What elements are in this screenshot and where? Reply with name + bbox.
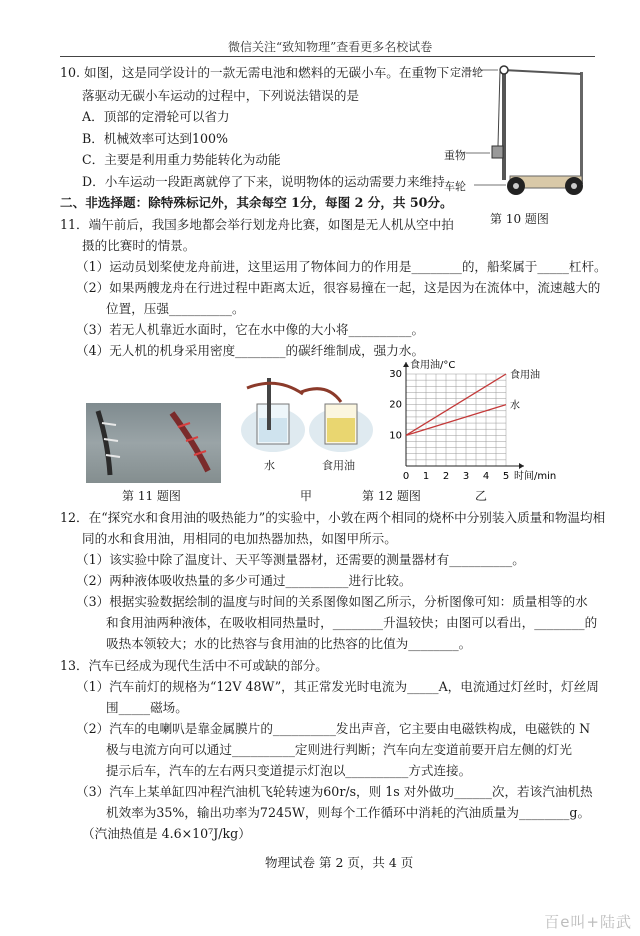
q11-item-4: （4）无人机的机身采用密度________的碳纤维制成，强力水。 [76, 343, 425, 358]
q12-item-3: （3）根据实验数据绘制的温度与时间的关系图像如图乙所示，分析图像可知：质量相等的水 [76, 594, 588, 609]
q12-figure-caption: 第 12 题图 [362, 489, 421, 503]
q12-item-2: （2）两种液体吸收热量的多少可通过__________进行比较。 [76, 573, 412, 588]
watermark: 百e叫+陆武 [544, 913, 632, 931]
q13-fuel-note: （汽油热值是 4.6×10⁷J/kg） [82, 826, 251, 841]
q11-line-2: 摄的比赛时的情景。 [82, 238, 196, 253]
q13-item-2-cont-2: 提示后车，汽车的左右两只变道提示灯泡以__________方式连接。 [106, 763, 472, 778]
q13-item-3: （3）汽车上某单缸四冲程汽油机飞轮转速为60r/s，则 1s 对外做功______次，若该汽油机热 [76, 784, 593, 799]
q11-item-1: （1）运动员划桨使龙舟前进，这里运用了物体间力的作用是________的，船桨属于_____杠杆。 [76, 259, 607, 274]
y-axis-label: 食用油/°C [410, 360, 456, 371]
y-tick-label: 20 [389, 399, 402, 411]
oil-beaker-label: 食用油 [322, 459, 355, 472]
q12-item-3-cont-2: 吸热本领较大；水的比热容与食用油的比热容的比值为________。 [106, 636, 472, 651]
x-tick-label: 5 [502, 471, 510, 482]
q11-item-3: （3）若无人机靠近水面时，它在水中像的大小将__________。 [76, 322, 425, 337]
q10-option-b: B．机械效率可达到100% [82, 131, 229, 146]
q13-item-1-cont: 围_____磁场。 [106, 700, 188, 715]
q12-item-3-cont-1: 和食用油两种液体，在吸收相同热量时，________升温较快；由图可以看出，________的 [106, 615, 598, 630]
section-2-heading: 二、非选择题：除特殊标记外，其余每空 1分，每图 2 分，共 50分。 [60, 195, 453, 210]
x-tick-label: 4 [482, 471, 490, 482]
q12-item-1: （1）该实验中除了温度计、天平等测量器材，还需要的测量器材有__________。 [76, 552, 525, 567]
q12-line-1: 12．在“探究水和食用油的吸热能力”的实验中，小敦在两个相同的烧杯中分别装入质量和物温均相 [60, 510, 606, 525]
q11-figure-caption: 第 11 题图 [122, 489, 181, 503]
q11-item-2: （2）如果两艘龙舟在行进过程中距离太近，很容易撞在一起，这是因为在流体中，流速越大的 [76, 280, 601, 295]
x-tick-label: 2 [442, 471, 450, 482]
series-label-oil: 食用油 [510, 370, 540, 381]
y-tick-label: 10 [389, 430, 402, 442]
fig12-yi-label: 乙 [475, 489, 488, 503]
x-tick-label: 3 [462, 471, 470, 482]
weight-icon [492, 146, 503, 158]
q13-item-3-cont: 机效率为35%，输出功率为7245W，则每个工作循环中消耗的汽油质量为________g。 [106, 805, 591, 820]
q10-option-a: A．顶部的定滑轮可以省力 [82, 109, 230, 124]
dragon-boat-photo [86, 403, 221, 483]
q13-line-1: 13．汽车已经成为现代生活中不可或缺的部分。 [60, 658, 328, 673]
x-tick-label: 0 [402, 471, 410, 482]
temperature-time-chart [384, 350, 564, 482]
label-weight: 重物 [444, 149, 466, 162]
q10-figure-caption: 第 10 题图 [490, 212, 549, 226]
page-header: 微信关注“致知物理”查看更多名校试卷 [228, 40, 433, 54]
q13-item-2: （2）汽车的电喇叭是靠金属膜片的__________发出声音，它主要由电磁铁构成，电磁铁的 N [76, 721, 591, 736]
q11-line-1: 11．端午前后，我国多地都会举行划龙舟比赛，如图是无人机从空中拍 [60, 217, 454, 232]
series-label-water: 水 [510, 400, 520, 412]
x-tick-label: 1 [422, 471, 430, 482]
q10-option-d: D．小车运动一段距离就停了下来，说明物体的运动需要力来维持 [82, 174, 445, 189]
q13-item-1: （1）汽车前灯的规格为“12V 48W”，其正常发光时电流为_____A，电流通过灯丝时，灯丝周 [76, 679, 599, 694]
q11-item-2-cont: 位置，压强__________。 [106, 301, 245, 316]
page-footer: 物理试卷 第 2 页，共 4 页 [265, 855, 414, 870]
water-beaker-label: 水 [264, 459, 275, 472]
q10-line-2: 落驱动无碳小车运动的过程中，下列说法错误的是 [82, 88, 360, 103]
y-axis-arrow [403, 362, 409, 367]
label-pulley: 定滑轮 [450, 66, 483, 79]
fig12-jia-label: 甲 [300, 489, 313, 503]
pulley-icon [500, 66, 508, 74]
q13-item-2-cont-1: 极与电流方向可以通过__________定则进行判断；汽车向左变道前要开启左侧的灯光 [106, 742, 572, 757]
q10-line-1: 10. 如图，这是同学设计的一款无需电池和燃料的无碳小车。在重物下 [60, 65, 450, 80]
label-wheel: 车轮 [444, 180, 466, 193]
q10-option-c: C．主要是利用重力势能转化为动能 [82, 152, 281, 167]
y-tick-label: 30 [389, 369, 402, 380]
x-axis-arrow [519, 463, 524, 469]
x-axis-label: 时间/min [514, 471, 557, 482]
header-rule [60, 56, 595, 57]
beakers-figure [237, 372, 377, 454]
q12-line-2: 同的水和食用油，用相同的电加热器加热，如图甲所示。 [82, 531, 397, 546]
